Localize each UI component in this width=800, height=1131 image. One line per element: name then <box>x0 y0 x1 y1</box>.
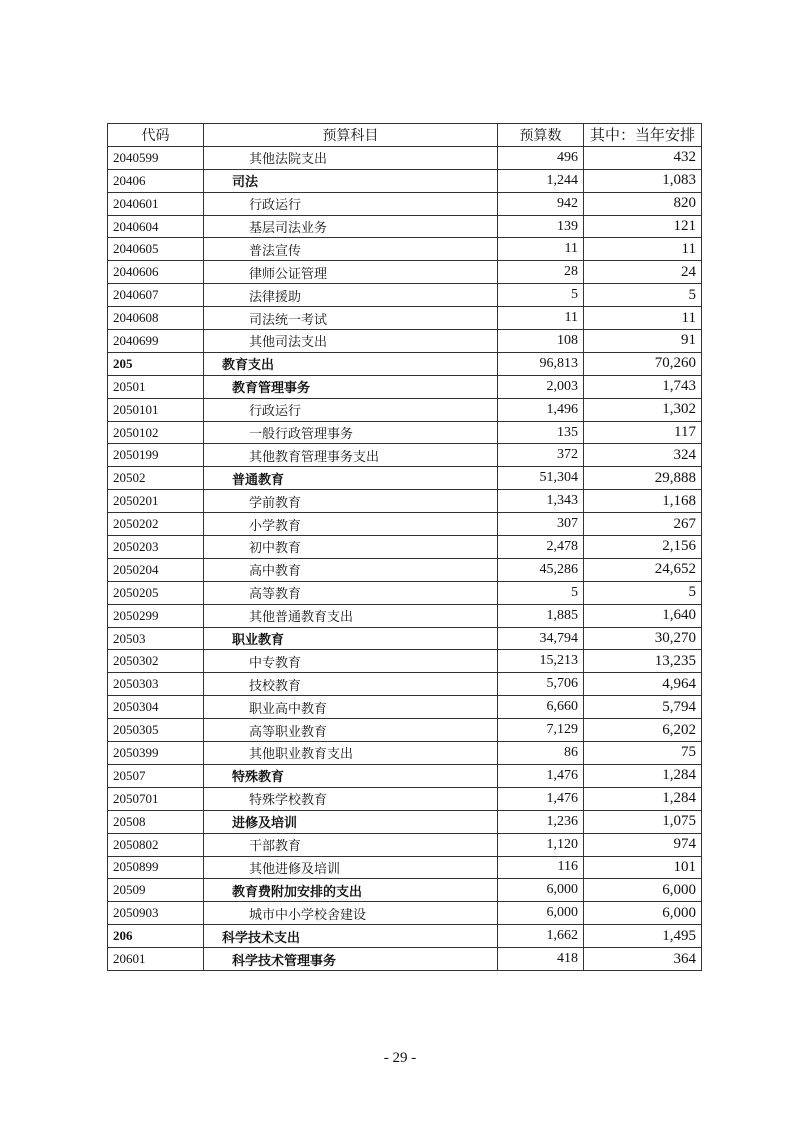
table-row <box>108 307 702 330</box>
row-current-year: 4,964 <box>584 673 702 696</box>
row-code: 2050399 <box>108 742 204 765</box>
table-row <box>108 330 702 353</box>
row-current-year: 2,156 <box>584 536 702 559</box>
row-code: 2040601 <box>108 192 204 215</box>
table-row <box>108 787 702 810</box>
table-row <box>108 604 702 627</box>
row-subject: 职业高中教育 <box>204 696 498 719</box>
table-row <box>108 673 702 696</box>
table-row <box>108 192 702 215</box>
row-subject: 普通教育 <box>204 467 498 490</box>
row-current-year: 1,302 <box>584 398 702 421</box>
row-code: 20406 <box>108 169 204 192</box>
row-budget: 1,476 <box>498 764 584 787</box>
table-body <box>108 146 702 970</box>
table-row <box>108 536 702 559</box>
row-code: 2050903 <box>108 902 204 925</box>
row-code: 2050802 <box>108 833 204 856</box>
row-budget: 6,000 <box>498 879 584 902</box>
row-current-year: 1,075 <box>584 810 702 833</box>
row-subject: 其他教育管理事务支出 <box>204 444 498 467</box>
table-row <box>108 650 702 673</box>
row-code: 2040699 <box>108 330 204 353</box>
row-current-year: 11 <box>584 238 702 261</box>
row-subject: 小学教育 <box>204 513 498 536</box>
header-code: 代码 <box>108 124 204 147</box>
row-subject: 特殊学校教育 <box>204 787 498 810</box>
row-budget: 1,885 <box>498 604 584 627</box>
row-subject: 高等职业教育 <box>204 719 498 742</box>
row-budget: 11 <box>498 238 584 261</box>
row-current-year: 1,743 <box>584 375 702 398</box>
row-budget: 28 <box>498 261 584 284</box>
table-row <box>108 856 702 879</box>
row-subject: 技校教育 <box>204 673 498 696</box>
row-budget: 7,129 <box>498 719 584 742</box>
row-subject: 职业教育 <box>204 627 498 650</box>
row-current-year: 75 <box>584 742 702 765</box>
row-code: 20601 <box>108 948 204 971</box>
row-subject: 高等教育 <box>204 581 498 604</box>
row-budget: 6,660 <box>498 696 584 719</box>
table-row <box>108 284 702 307</box>
row-subject: 初中教育 <box>204 536 498 559</box>
table-row <box>108 742 702 765</box>
table-row <box>108 696 702 719</box>
row-budget: 1,343 <box>498 490 584 513</box>
row-code: 2050701 <box>108 787 204 810</box>
row-subject: 其他进修及培训 <box>204 856 498 879</box>
table-row <box>108 146 702 169</box>
row-current-year: 5,794 <box>584 696 702 719</box>
table-row <box>108 902 702 925</box>
row-budget: 135 <box>498 421 584 444</box>
row-budget: 139 <box>498 215 584 238</box>
table-row <box>108 352 702 375</box>
row-current-year: 1,495 <box>584 925 702 948</box>
row-code: 2050205 <box>108 581 204 604</box>
row-code: 2050299 <box>108 604 204 627</box>
row-budget: 116 <box>498 856 584 879</box>
row-subject: 其他普通教育支出 <box>204 604 498 627</box>
row-subject: 干部教育 <box>204 833 498 856</box>
row-budget: 372 <box>498 444 584 467</box>
row-budget: 1,662 <box>498 925 584 948</box>
table-header-row <box>108 124 702 147</box>
table-row <box>108 627 702 650</box>
row-subject: 司法 <box>204 169 498 192</box>
row-code: 20508 <box>108 810 204 833</box>
table-row <box>108 558 702 581</box>
row-current-year: 29,888 <box>584 467 702 490</box>
row-subject: 司法统一考试 <box>204 307 498 330</box>
row-budget: 1,496 <box>498 398 584 421</box>
row-subject: 律师公证管理 <box>204 261 498 284</box>
row-code: 2050101 <box>108 398 204 421</box>
row-code: 205 <box>108 352 204 375</box>
row-subject: 基层司法业务 <box>204 215 498 238</box>
row-code: 2050102 <box>108 421 204 444</box>
row-budget: 1,244 <box>498 169 584 192</box>
row-subject: 教育管理事务 <box>204 375 498 398</box>
row-subject: 一般行政管理事务 <box>204 421 498 444</box>
table-row <box>108 421 702 444</box>
budget-table <box>107 123 702 971</box>
row-code: 2050899 <box>108 856 204 879</box>
table-row <box>108 169 702 192</box>
table-row <box>108 513 702 536</box>
row-subject: 其他法院支出 <box>204 146 498 169</box>
page-number: - 29 - <box>383 1050 417 1066</box>
row-subject: 教育费附加安排的支出 <box>204 879 498 902</box>
row-subject: 特殊教育 <box>204 764 498 787</box>
row-code: 2040605 <box>108 238 204 261</box>
row-code: 2050204 <box>108 558 204 581</box>
row-current-year: 30,270 <box>584 627 702 650</box>
row-budget: 496 <box>498 146 584 169</box>
row-code: 20501 <box>108 375 204 398</box>
row-code: 2050201 <box>108 490 204 513</box>
row-code: 2040606 <box>108 261 204 284</box>
row-subject: 高中教育 <box>204 558 498 581</box>
table-row <box>108 879 702 902</box>
row-current-year: 1,083 <box>584 169 702 192</box>
row-current-year: 11 <box>584 307 702 330</box>
row-current-year: 121 <box>584 215 702 238</box>
table-row <box>108 925 702 948</box>
row-code: 2050304 <box>108 696 204 719</box>
table-row <box>108 490 702 513</box>
row-current-year: 1,284 <box>584 787 702 810</box>
row-current-year: 1,284 <box>584 764 702 787</box>
row-current-year: 1,640 <box>584 604 702 627</box>
row-code: 20507 <box>108 764 204 787</box>
row-current-year: 5 <box>584 581 702 604</box>
table-row <box>108 810 702 833</box>
row-subject: 其他职业教育支出 <box>204 742 498 765</box>
table-row <box>108 833 702 856</box>
row-code: 2050202 <box>108 513 204 536</box>
row-code: 2050305 <box>108 719 204 742</box>
row-budget: 86 <box>498 742 584 765</box>
row-code: 2050303 <box>108 673 204 696</box>
table-row <box>108 581 702 604</box>
row-budget: 51,304 <box>498 467 584 490</box>
row-current-year: 70,260 <box>584 352 702 375</box>
row-current-year: 117 <box>584 421 702 444</box>
row-current-year: 267 <box>584 513 702 536</box>
row-code: 20502 <box>108 467 204 490</box>
row-subject: 城市中小学校舍建设 <box>204 902 498 925</box>
row-current-year: 6,000 <box>584 879 702 902</box>
row-budget: 15,213 <box>498 650 584 673</box>
row-subject: 教育支出 <box>204 352 498 375</box>
row-subject: 其他司法支出 <box>204 330 498 353</box>
row-budget: 11 <box>498 307 584 330</box>
row-current-year: 324 <box>584 444 702 467</box>
row-current-year: 6,202 <box>584 719 702 742</box>
row-budget: 5 <box>498 581 584 604</box>
row-subject: 中专教育 <box>204 650 498 673</box>
row-code: 20503 <box>108 627 204 650</box>
row-code: 2050302 <box>108 650 204 673</box>
row-budget: 34,794 <box>498 627 584 650</box>
row-current-year: 5 <box>584 284 702 307</box>
row-code: 2040604 <box>108 215 204 238</box>
table-row <box>108 764 702 787</box>
row-current-year: 820 <box>584 192 702 215</box>
row-code: 2040608 <box>108 307 204 330</box>
table-row <box>108 948 702 971</box>
table-row <box>108 719 702 742</box>
row-code: 20509 <box>108 879 204 902</box>
row-current-year: 432 <box>584 146 702 169</box>
row-subject: 科学技术管理事务 <box>204 948 498 971</box>
table-row <box>108 261 702 284</box>
row-subject: 科学技术支出 <box>204 925 498 948</box>
table-row <box>108 398 702 421</box>
row-subject: 行政运行 <box>204 192 498 215</box>
header-current-year: 其中：当年安排 <box>584 124 702 147</box>
row-current-year: 13,235 <box>584 650 702 673</box>
row-current-year: 364 <box>584 948 702 971</box>
row-subject: 法律援助 <box>204 284 498 307</box>
row-current-year: 6,000 <box>584 902 702 925</box>
row-budget: 942 <box>498 192 584 215</box>
row-code: 2050199 <box>108 444 204 467</box>
row-budget: 5,706 <box>498 673 584 696</box>
row-code: 2040599 <box>108 146 204 169</box>
row-subject: 行政运行 <box>204 398 498 421</box>
header-budget-amount: 预算数 <box>498 124 584 147</box>
row-budget: 5 <box>498 284 584 307</box>
row-budget: 2,478 <box>498 536 584 559</box>
row-budget: 96,813 <box>498 352 584 375</box>
table-row <box>108 375 702 398</box>
row-budget: 6,000 <box>498 902 584 925</box>
row-subject: 学前教育 <box>204 490 498 513</box>
table-row <box>108 215 702 238</box>
row-code: 2040607 <box>108 284 204 307</box>
row-budget: 1,476 <box>498 787 584 810</box>
table-row <box>108 444 702 467</box>
row-budget: 418 <box>498 948 584 971</box>
row-budget: 2,003 <box>498 375 584 398</box>
row-current-year: 1,168 <box>584 490 702 513</box>
row-budget: 45,286 <box>498 558 584 581</box>
row-budget: 1,120 <box>498 833 584 856</box>
row-budget: 1,236 <box>498 810 584 833</box>
row-subject: 普法宣传 <box>204 238 498 261</box>
row-code: 206 <box>108 925 204 948</box>
header-budget-subject: 预算科目 <box>204 124 498 147</box>
row-current-year: 974 <box>584 833 702 856</box>
table-row <box>108 238 702 261</box>
row-current-year: 101 <box>584 856 702 879</box>
table-row <box>108 467 702 490</box>
row-budget: 307 <box>498 513 584 536</box>
row-subject: 进修及培训 <box>204 810 498 833</box>
row-current-year: 91 <box>584 330 702 353</box>
row-budget: 108 <box>498 330 584 353</box>
row-current-year: 24 <box>584 261 702 284</box>
row-code: 2050203 <box>108 536 204 559</box>
row-current-year: 24,652 <box>584 558 702 581</box>
